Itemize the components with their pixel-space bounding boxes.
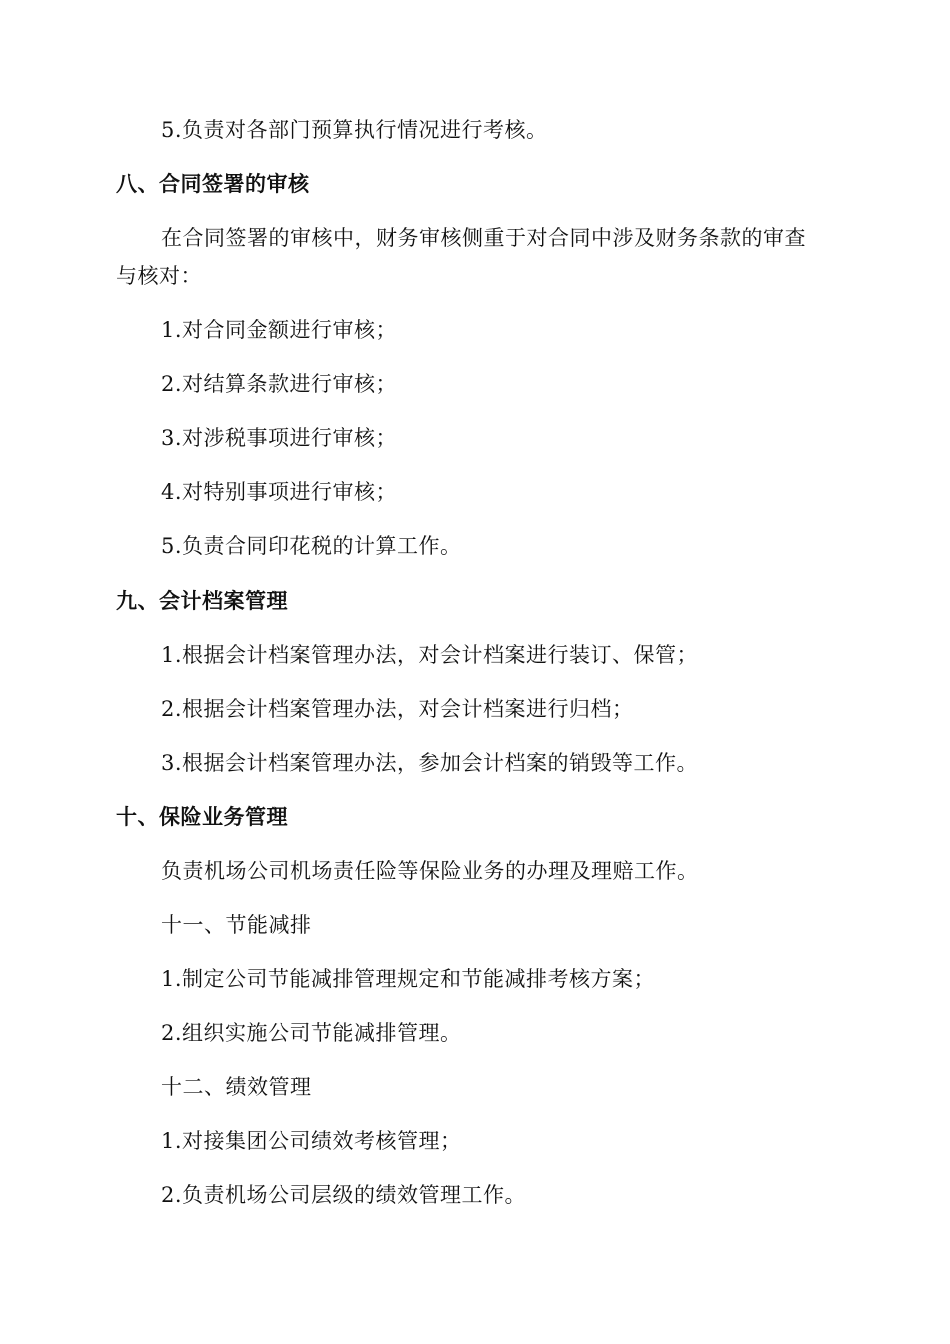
- subsection-heading: 十一、节能减排: [161, 913, 312, 937]
- list-item: 4.对特别事项进行审核；: [161, 480, 398, 504]
- list-item: 1.制定公司节能减排管理规定和节能减排考核方案；: [161, 967, 656, 991]
- list-item: 1.对接集团公司绩效考核管理；: [161, 1129, 462, 1153]
- list-item: 2.根据会计档案管理办法，对会计档案进行归档；: [161, 697, 634, 721]
- list-item: 5.负责对各部门预算执行情况进行考核。: [161, 118, 548, 142]
- list-item: 3.根据会计档案管理办法，参加会计档案的销毁等工作。: [161, 751, 699, 775]
- section-heading: 八、合同签署的审核: [116, 172, 310, 196]
- paragraph-line: 在合同签署的审核中，财务审核侧重于对合同中涉及财务条款的审查: [161, 226, 806, 250]
- list-item: 1.对合同金额进行审核；: [161, 318, 398, 342]
- section-heading: 九、会计档案管理: [116, 589, 288, 613]
- list-item: 1.根据会计档案管理办法，对会计档案进行装订、保管；: [161, 643, 699, 667]
- section-heading: 十、保险业务管理: [116, 805, 288, 829]
- paragraph-line: 与核对：: [116, 264, 202, 288]
- paragraph-line: 负责机场公司机场责任险等保险业务的办理及理赔工作。: [161, 859, 699, 883]
- list-item: 2.对结算条款进行审核；: [161, 372, 398, 396]
- list-item: 5.负责合同印花税的计算工作。: [161, 534, 462, 558]
- list-item: 3.对涉税事项进行审核；: [161, 426, 398, 450]
- subsection-heading: 十二、绩效管理: [161, 1075, 312, 1099]
- list-item: 2.组织实施公司节能减排管理。: [161, 1021, 462, 1045]
- list-item: 2.负责机场公司层级的绩效管理工作。: [161, 1183, 527, 1207]
